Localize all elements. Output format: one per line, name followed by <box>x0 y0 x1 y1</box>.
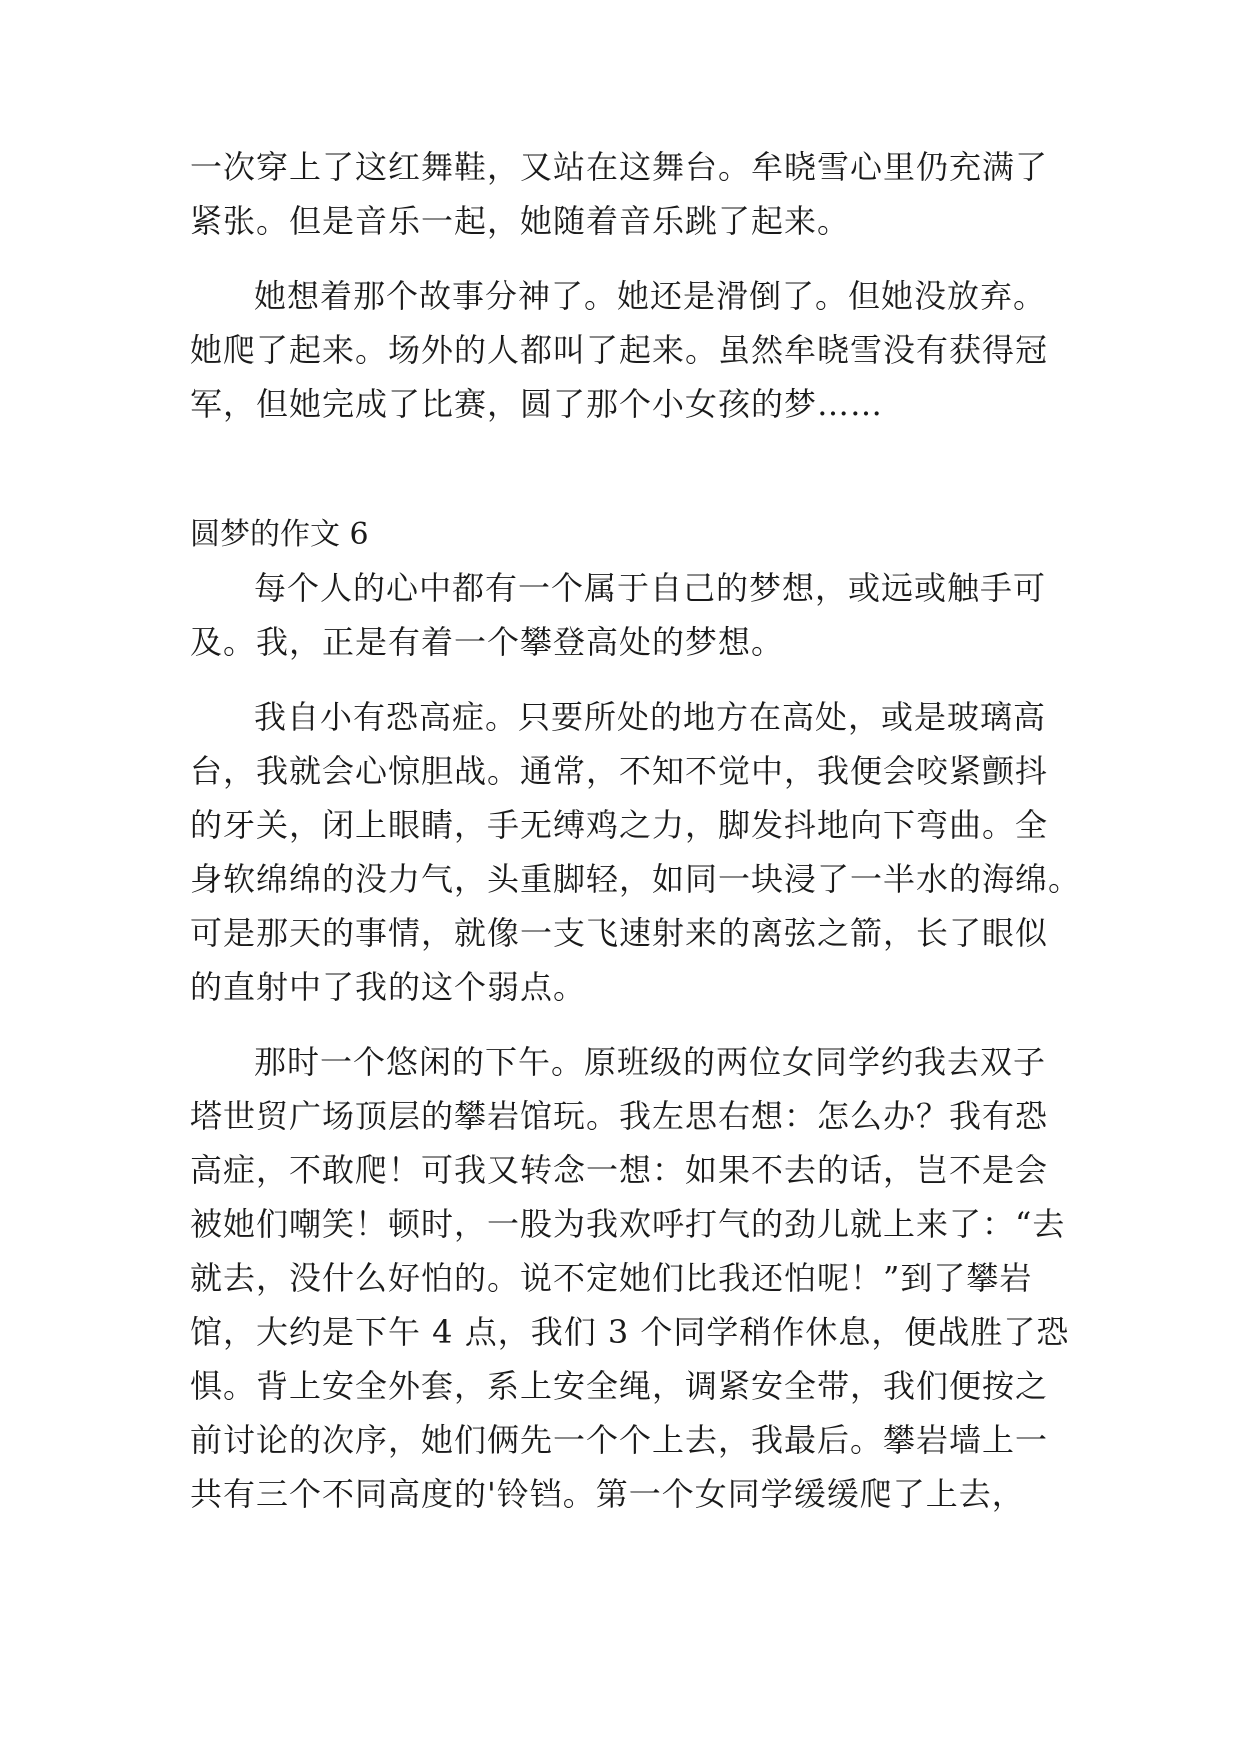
paragraph-line: 一次穿上了这红舞鞋，又站在这舞台。牟晓雪心里仍充满了 <box>190 148 1049 186</box>
paragraph-line: 那时一个悠闲的下午。原班级的两位女同学约我去双子 <box>254 1043 1047 1081</box>
paragraph-line: 的直射中了我的这个弱点。 <box>190 968 587 1006</box>
paragraph-line: 惧。背上安全外套，系上安全绳，调紧安全带，我们便按之 <box>190 1367 1049 1405</box>
paragraph-line: 及。我，正是有着一个攀登高处的梦想。 <box>190 623 785 661</box>
paragraph-line: 身软绵绵的没力气，头重脚轻，如同一块浸了一半水的海绵。 <box>190 860 1082 898</box>
paragraph-line: 共有三个不同高度的'铃铛。第一个女同学缓缓爬了上去， <box>190 1475 1025 1513</box>
paragraph-line: 馆，大约是下午 4 点，我们 3 个同学稍作休息，便战胜了恐 <box>190 1313 1070 1351</box>
paragraph-line: 塔世贸广场顶层的攀岩馆玩。我左思右想：怎么办？我有恐 <box>190 1097 1049 1135</box>
paragraph-line: 被她们嘲笑！顿时，一股为我欢呼打气的劲儿就上来了：“去 <box>190 1205 1066 1243</box>
paragraph-line: 前讨论的次序，她们俩先一个个上去，我最后。攀岩墙上一 <box>190 1421 1049 1459</box>
paragraph-line: 军，但她完成了比赛，圆了那个小女孩的梦…… <box>190 385 884 423</box>
section-heading: 圆梦的作文 6 <box>190 517 369 552</box>
paragraph-line: 她想着那个故事分神了。她还是滑倒了。但她没放弃。 <box>254 277 1047 315</box>
paragraph-line: 可是那天的事情，就像一支飞速射来的离弦之箭，长了眼似 <box>190 914 1049 952</box>
paragraph-line: 台，我就会心惊胆战。通常，不知不觉中，我便会咬紧颤抖 <box>190 752 1049 790</box>
paragraph-line: 的牙关，闭上眼睛，手无缚鸡之力，脚发抖地向下弯曲。全 <box>190 806 1049 844</box>
paragraph-line: 就去，没什么好怕的。说不定她们比我还怕呢！”到了攀岩 <box>190 1259 1033 1297</box>
paragraph-line: 高症，不敢爬！可我又转念一想：如果不去的话，岂不是会 <box>190 1151 1049 1189</box>
paragraph-line: 她爬了起来。场外的人都叫了起来。虽然牟晓雪没有获得冠 <box>190 331 1049 369</box>
paragraph-line: 每个人的心中都有一个属于自己的梦想，或远或触手可 <box>254 569 1047 607</box>
paragraph-line: 紧张。但是音乐一起，她随着音乐跳了起来。 <box>190 202 851 240</box>
paragraph-line: 我自小有恐高症。只要所处的地方在高处，或是玻璃高 <box>254 698 1047 736</box>
